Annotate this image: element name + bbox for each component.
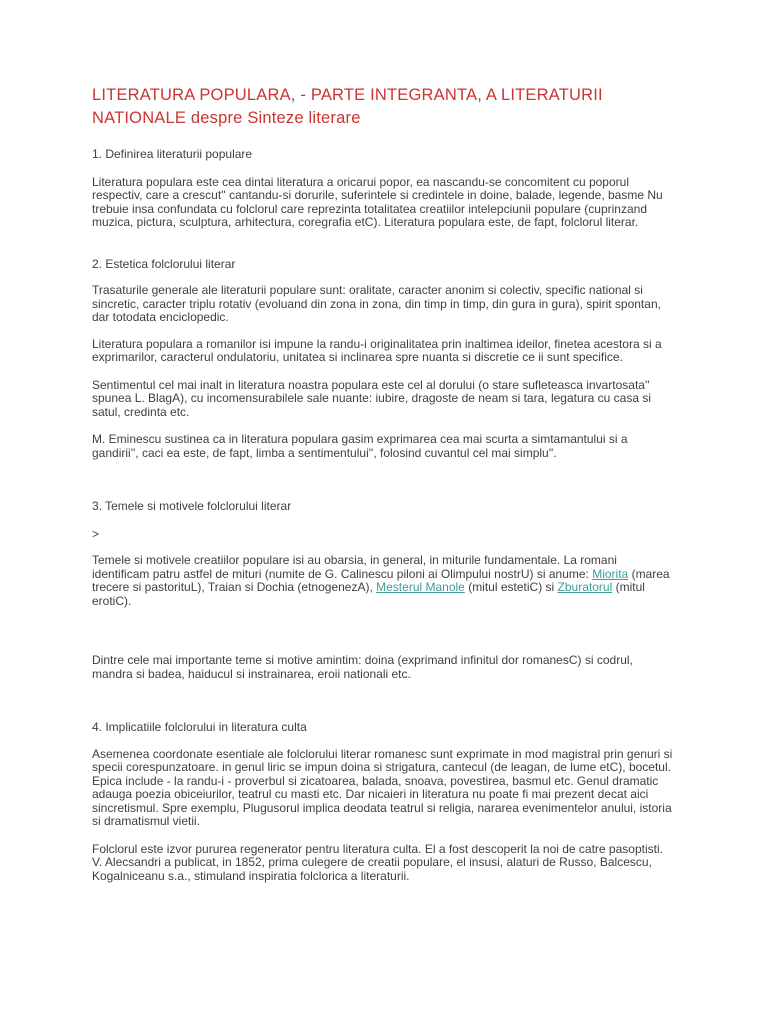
section-3-myths-paragraph (92, 554, 676, 608)
section-2-paragraph-2: Literatura populara a romanilor isi impune la randu-i originalitatea prin inaltimea ideilor, finetea acestora si a exprimarilor, caracterul ondulatoriu, unitatea si inclinarea spre nuanta si discretie ce ii sunt specifice. (92, 336, 662, 364)
marker-paragraph: > (92, 526, 100, 541)
section-4-paragraph-2: Folclorul este izvor pururea regenerator pentru literatura culta. El a fost descoperit la noi de catre pasoptisti. V. Alecsandri a publicat, in 1852, prima culegere de creatii populare, el insusi, alaturi de Russo, Balcescu, Kogalniceanu s.a., stimuland inspiratia folclorica a literaturii. (92, 841, 663, 883)
section-2-heading: 2. Estetica folclorului literar (92, 256, 236, 271)
section-3-paragraph-2: Dintre cele mai importante teme si motive amintim: doina (exprimand infinitul dor romanesC) si codrul, mandra si badea, haiducul si instrainarea, eroii nationali etc. (92, 653, 633, 681)
myths-text-segment: (mitul estetiC) si (464, 580, 558, 594)
link-miorita[interactable]: Miorita (592, 566, 629, 581)
section-1-heading: 1. Definirea literaturii populare (92, 147, 253, 161)
document-title: LITERATURA POPULARA, - PARTE INTEGRANTA, A LITERATURII NATIONALE despre Sinteze literare (92, 86, 603, 127)
link-zburatorul[interactable]: Zburatorul (557, 580, 613, 594)
section-4-paragraph-1: Asemenea coordonate esentiale ale folclorului literar romanesc sunt exprimate in mod magistral prin genuri si specii corespunzatoare. in genul liric se impun doina si strigatura, cantecul (de leagan, de lume etC), bocetul. Epica include - la randu-i - proverbul si zicatoarea, balada, snoava, povestirea, basmul etc. Genul dramatic adauga poezia obiceiurilor, teatrul cu masti etc. Dar nicaieri in literatura nu poate fi mai prezent decat aici sincretismul. Spre exemplu, Plugusorul implica deodata teatrul si religia, nararea evenimentelor anului, istoria si dramatismul vietii. (92, 746, 673, 828)
section-2-paragraph-1: Trasaturile generale ale literaturii populare sunt: oralitate, caracter anonim si colectiv, specific national si sincretic, caracter triplu rotativ (evoluand din zona in zona, din timp in timp, din gura in gura), spirit spontan, dar totodata enciclopedic. (92, 283, 661, 324)
myths-text-segment: (mitul erotiC). (92, 580, 645, 608)
myths-text-segment: (marea trecere si pastorituL), Traian si Dochia (etnogenezA), (92, 566, 670, 594)
section-3-heading: 3. Temele si motivele folclorului literar (92, 499, 292, 513)
myths-text-segment: Temele si motivele creatiilor populare isi au obarsia, in general, in miturile fundamentale. La romani identificam patru astfel de mituri (numite de G. Calinescu piloni ai Olimpului nostrU) si anume: (92, 553, 617, 581)
section-4-heading: 4. Implicatiile folclorului in literatura culta (92, 720, 307, 734)
section-1-paragraph-1: Literatura populara este cea dintai literatura a oricarui popor, ea nascandu-se concomitent cu poporul respectiv, care a crescut'' cantandu-si dorurile, suferintele si credintele in doine, balade, legende, basme Nu trebuie insa confundata cu folclorul care reprezinta totalitatea creatiilor intelepciunii populare (cuprinzand muzica, pictura, sculptura, arhitectura, coregrafia etC). Literatura populara este, de fapt, folclorul literar. (92, 174, 663, 229)
section-2-paragraph-3: Sentimentul cel mai inalt in literatura noastra populara este cel al dorului (o stare sufleteasca invartosata'' spunea L. BlagA), cu incomensurabilele sale nuante: iubire, dragoste de neam si tara, legatura cu casa si satul, credinta etc. (92, 377, 651, 419)
link-mesterul-manole[interactable]: Mesterul Manole (376, 580, 465, 594)
section-2-paragraph-4: M. Eminescu sustinea ca in literatura populara gasim exprimarea cea mai scurta a simtamantului si a gandirii'', caci ea este, de fapt, limba a sentimentului'', folosind cuvantul cel mai simplu''. (92, 432, 628, 460)
